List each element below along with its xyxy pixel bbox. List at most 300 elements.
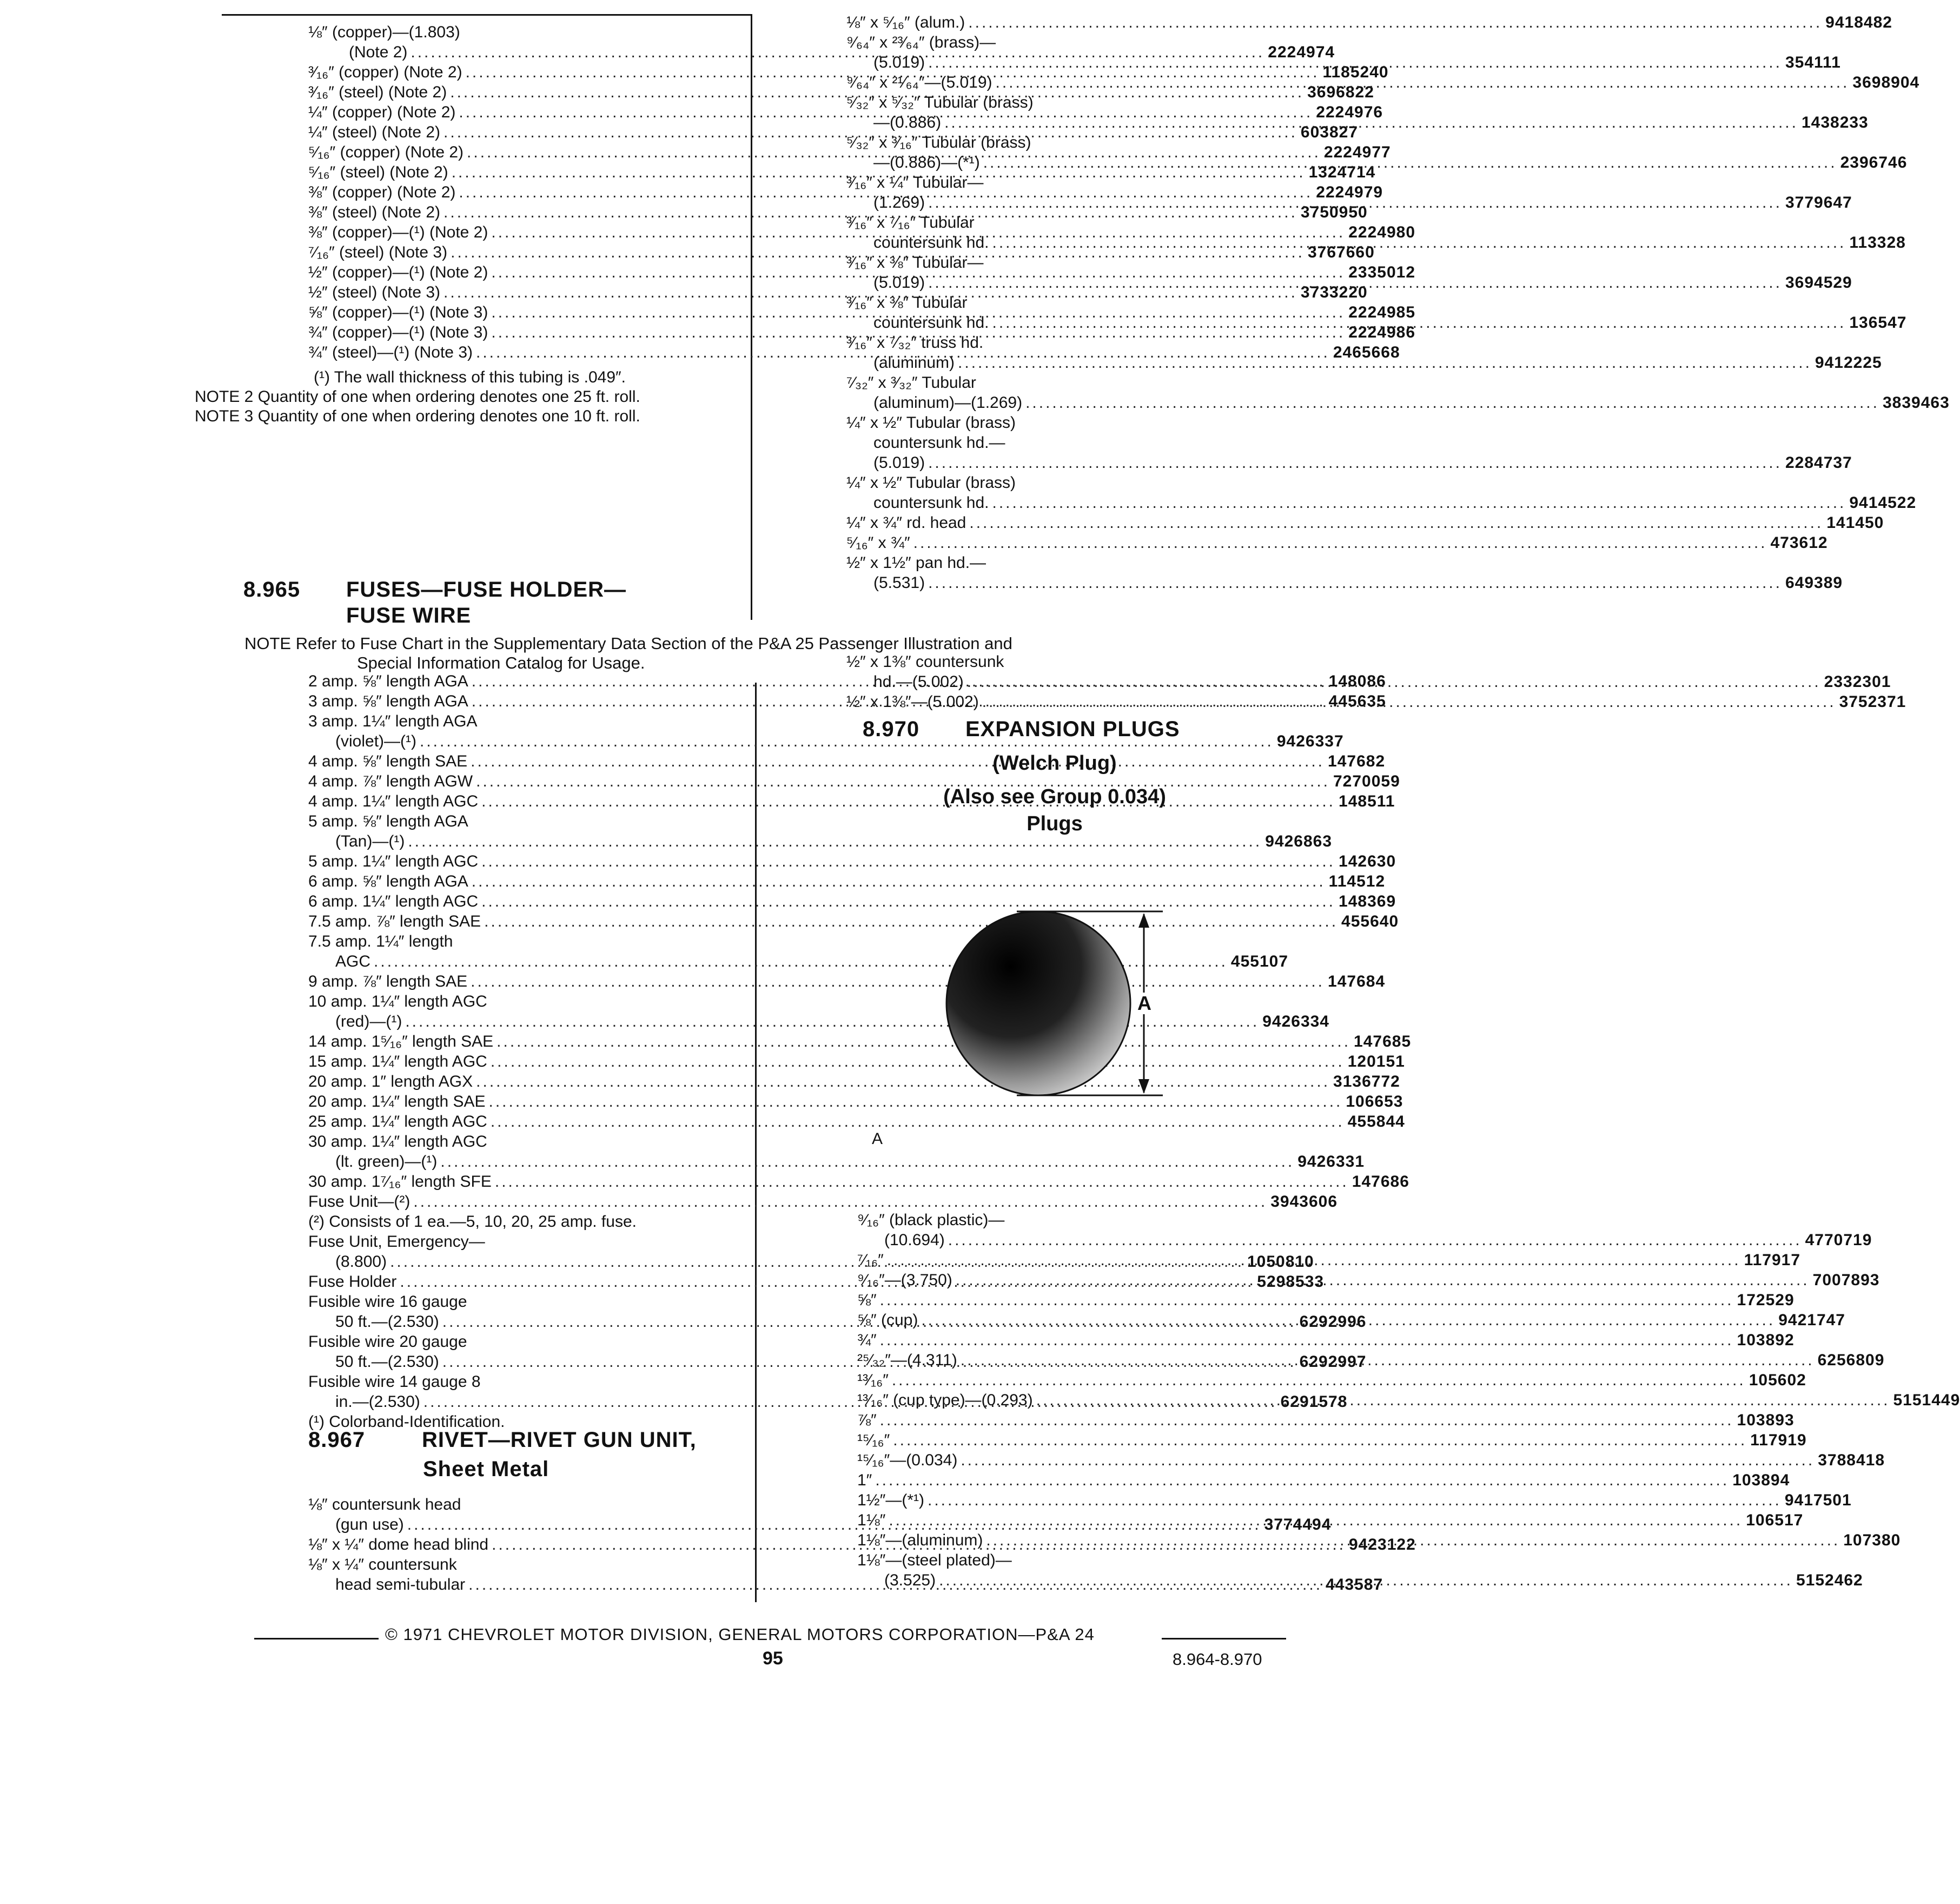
part-number: 2335012 [1348,263,1416,281]
list-item [308,872,1386,891]
item-description: ⅝″ (cup) [857,1311,918,1329]
section-subtitle: Sheet Metal [423,1457,549,1481]
part-number: 9426331 [1297,1153,1365,1171]
item-description: ⅜″ (steel) (Note 2) [308,203,441,221]
part-number: 1185240 [1322,63,1389,81]
item-description: ¹³⁄₁₆″ (cup type)—(0.293) [857,1391,1033,1409]
dot-leader [887,1251,1741,1270]
item-description: (5.019) [846,454,925,472]
list-item [846,333,1225,353]
item-description: 6 amp. 1¼″ length AGC [308,892,479,910]
part-number: 4770719 [1805,1231,1872,1249]
part-number: 105602 [1749,1371,1806,1389]
fuses-section-heading [243,578,626,602]
list-item [846,173,1225,193]
part-number: 3694529 [1785,274,1852,292]
item-description: ⅛″ x ¼″ dome head blind [308,1536,489,1553]
item-description: ⁵⁄₃₂″ x ⁵⁄₃₂″ Tubular (brass) [846,94,1034,111]
item-description: 10 amp. 1¼″ length AGC [308,993,487,1010]
part-number: 3733220 [1300,283,1368,301]
dot-leader [969,513,1823,533]
item-description: ⁵⁄₁₆″ x ¾″ [846,534,910,552]
part-number: 3839463 [1882,394,1950,412]
item-description: 20 amp. 1″ length AGX [308,1073,473,1090]
item-description: 50 ft.—(2.530) [308,1353,439,1371]
dot-leader [471,972,1325,991]
list-item [308,1332,633,1352]
list-item [308,952,1289,971]
list-item [846,473,1225,493]
list-item [308,712,633,731]
dimension-label: A [1137,992,1151,1014]
part-number: 3750950 [1300,203,1368,221]
item-description: ⁹⁄₆₄″ x ²³⁄₆₄″ (brass)— [846,34,996,51]
part-number: 2224986 [1348,323,1416,341]
part-number: 455844 [1347,1113,1405,1130]
item-description: ⅞″ [857,1411,877,1429]
list-item [308,1072,1400,1092]
dot-leader [440,1152,1294,1172]
part-number: 3698904 [1852,74,1920,91]
part-number: 9417501 [1784,1491,1852,1509]
part-number: 2284737 [1785,454,1852,472]
item-description: (²) Consists of 1 ea.—5, 10, 20, 25 amp. fuse. [308,1213,637,1231]
list-item [308,203,1368,222]
part-number: 141450 [1826,514,1884,532]
list-item [846,493,1917,513]
part-number: 114512 [1328,872,1386,890]
list-item [308,63,1389,82]
item-description: ³⁄₁₆″ x ⅜″ Tubular— [846,254,984,272]
item-description: 30 amp. 1¼″ length AGC [308,1133,487,1151]
list-item [308,83,1374,102]
part-number: 106517 [1746,1511,1804,1529]
item-description: ⁹⁄₁₆″ (black plastic)— [857,1211,1005,1229]
item-description: 20 amp. 1¼″ length SAE [308,1093,486,1110]
dot-leader [913,533,1767,553]
item-description: ³⁄₁₆″ x ¼″ Tubular— [846,174,984,191]
part-number: 5152462 [1796,1571,1863,1589]
item-description: ²⁵⁄₃₂″—(4.311) [857,1351,957,1369]
item-description: ³⁄₁₆″ x ⅜″ Tubular [846,294,968,312]
list-item [308,892,1396,911]
dot-leader [889,1511,1743,1530]
section-number: 8.965 [243,578,301,601]
dot-leader [1036,1391,1890,1410]
part-number: 2224977 [1323,143,1391,161]
dot-leader [928,53,1782,72]
list-item [846,253,1225,273]
list-item [308,972,1386,991]
item-description: ½″ (steel) (Note 3) [308,283,441,301]
item-description: (¹) Colorband-Identification. [308,1413,505,1431]
item-description: 30 amp. 1⁷⁄₁₆″ length SFE [308,1173,492,1191]
item-description: 4 amp. 1¼″ length AGC [308,792,479,810]
dot-leader [472,872,1326,891]
dot-leader [948,1231,1802,1250]
item-description: ⁹⁄₁₆″—(3.750) [857,1271,952,1289]
part-number: 9414522 [1849,494,1917,512]
item-description: 7.5 amp. 1¼″ length [308,933,453,950]
part-number: 6291578 [1280,1393,1348,1411]
list-item [846,433,1225,453]
item-description: 5 amp. ⅝″ length AGA [308,812,468,830]
list-item [308,932,633,951]
dot-leader [996,73,1850,92]
item-description: ½″ x 1½″ pan hd.— [846,554,986,572]
plugs-subtitle-plugs: Plugs [1027,812,1083,835]
part-number: 3696822 [1307,83,1374,101]
dot-leader [983,153,1837,173]
list-item [857,1411,1795,1430]
list-item [846,573,1843,593]
part-number: 354111 [1785,54,1841,71]
item-description: (aluminum) [846,354,955,372]
list-item [308,1232,633,1252]
section-title: EXPANSION PLUGS [965,717,1180,741]
item-description: (aluminum)—(1.269) [846,394,1023,412]
part-number: 6292997 [1299,1353,1367,1371]
item-description: 1⅛″ [857,1511,886,1529]
item-description: (lt. green)—(¹) [308,1153,438,1171]
part-number: 473612 [1770,534,1828,552]
part-number: 9412225 [1815,354,1882,372]
dot-leader [992,493,1846,513]
item-description: 5 amp. 1¼″ length AGC [308,852,479,870]
item-description: ³⁄₁₆″ (copper) (Note 2) [308,63,462,81]
dot-leader [471,752,1325,771]
list-item [308,1032,1412,1052]
item-description: 3 amp. ⅝″ length AGA [308,692,468,710]
part-number: 1050810 [1247,1253,1314,1271]
dot-leader [495,1172,1349,1192]
list-item [857,1491,1852,1510]
list-item [308,1012,1329,1032]
item-description: ⅛″ x ⁵⁄₁₆″ (alum.) [846,14,965,31]
part-number: 172529 [1737,1291,1795,1309]
list-item [308,1092,1403,1112]
section-title-cont: FUSE WIRE [346,604,472,627]
list-item [846,293,1225,313]
rivet-section-subheading [423,1457,549,1482]
part-number: 103894 [1732,1471,1790,1489]
item-description: ³⁄₁₆″ x ⁷⁄₃₂″ truss hd. [846,334,984,352]
item-description: ⅛″ (copper)—(1.803) [308,23,460,41]
part-number: 6256809 [1817,1351,1885,1369]
part-number: 5151449 [1893,1391,1960,1409]
list-item [308,772,1400,791]
item-description: in.—(2.530) [308,1393,420,1411]
part-number: 2224976 [1316,103,1383,121]
dot-leader [961,1351,1815,1370]
dot-leader [892,1371,1746,1390]
list-item [308,1172,1409,1192]
list-item [308,1372,633,1392]
part-number: 3752371 [1839,693,1906,711]
part-number: 147682 [1328,752,1386,770]
dot-leader [928,273,1782,293]
list-item [308,1152,1365,1172]
item-description: (red)—(¹) [308,1013,402,1030]
part-number: 117917 [1744,1251,1801,1269]
part-number: 147684 [1328,973,1386,990]
section-title: RIVET—RIVET GUN UNIT, [422,1428,697,1452]
part-number: 443587 [1326,1576,1383,1594]
list-item [857,1331,1795,1350]
dot-leader [476,1072,1330,1092]
item-description: (1.269) [846,194,925,211]
item-description: ⁹⁄₆₄″ x ²¹⁄₆₄″—(5.019) [846,74,992,91]
plugs-subtitle-welch: (Welch Plug) [992,752,1117,775]
list-item [308,183,1383,202]
part-number: 9418482 [1825,14,1892,31]
item-description: 9 amp. ⅞″ length SAE [308,973,468,990]
item-description: ⅜″ (copper) (Note 2) [308,183,456,201]
part-number: 1324714 [1308,163,1376,181]
list-item [846,353,1882,373]
list-item [846,453,1852,473]
list-item [308,732,1344,751]
fuses-section-heading-cont [346,604,471,628]
item-description: —(0.886)—(*¹) [846,154,980,171]
item-description: ³⁄₁₆″ (steel) (Note 2) [308,83,447,101]
list-item [846,213,1225,233]
item-description: 7.5 amp. ⅞″ length SAE [308,913,481,930]
item-description: ¹⁵⁄₁₆″ [857,1431,890,1449]
dot-leader [893,1431,1747,1450]
part-number: 3943606 [1270,1193,1338,1211]
list-item [846,393,1950,413]
list-item [308,812,633,831]
item-description: 14 amp. 1⁵⁄₁₆″ length SAE [308,1033,494,1050]
list-item [308,1132,633,1152]
list-item [308,1555,638,1575]
section-title: FUSES—FUSE HOLDER— [346,578,627,601]
item-description: (10.694) [857,1231,945,1249]
dot-leader [956,1271,1810,1290]
item-description: ⁵⁄₁₆″ (copper) (Note 2) [308,143,464,161]
item-description: ⁷⁄₁₆″ (steel) (Note 3) [308,243,448,261]
dot-leader [484,912,1338,931]
item-description: ⁵⁄₃₂″ x ³⁄₁₆″ Tubular (brass) [846,134,1031,151]
item-description: (8.800) [308,1253,387,1271]
plug-disc [946,911,1130,1095]
footnote: (¹) The wall thickness of this tubing is .049″. [314,368,626,386]
item-description: ¹⁵⁄₁₆″—(0.034) [857,1451,958,1469]
item-description: countersunk hd. [846,234,989,252]
item-description: countersunk hd.— [846,434,1005,452]
list-item [308,1112,1405,1132]
part-number: 5298533 [1257,1273,1325,1291]
list-item [857,1431,1807,1450]
item-description: ⁵⁄₁₆″ (steel) (Note 2) [308,163,448,181]
plugs-section-heading [863,717,1180,742]
list-item [857,1471,1790,1490]
fuse-chart-note: NOTE Refer to Fuse Chart in the Supplementary Data Section of the P&A 25 Passenger Illustration and [244,634,1012,653]
item-description: 4 amp. ⅞″ length AGW [308,772,473,790]
list-item [308,832,1333,851]
list-item [857,1231,1872,1250]
note-line: NOTE 3 Quantity of one when ordering denotes one 10 ft. roll. [195,407,640,425]
item-description: Fuse Unit—(²) [308,1193,410,1211]
group-range: 8.964-8.970 [1173,1650,1262,1669]
item-description: ½″ x 1⅜″—(5.002) [846,693,979,711]
dot-leader [880,1411,1734,1430]
dimension-arrow-bottom [1138,1079,1149,1094]
item-description: ⁷⁄₃₂″ x ³⁄₃₂″ Tubular [846,374,976,392]
item-description: (5.019) [846,274,925,292]
list-item [846,553,1225,573]
part-number: 3767660 [1307,243,1375,261]
dot-leader [928,193,1782,213]
list-item [308,123,1359,142]
part-number: 103893 [1737,1411,1795,1429]
dot-leader [489,1092,1343,1112]
part-number: 3136772 [1333,1073,1400,1090]
dot-leader [928,573,1782,593]
item-description: 3 amp. 1¼″ length AGA [308,712,478,730]
item-description: ⅛″ countersunk head [308,1496,461,1513]
part-number: 136547 [1849,314,1907,332]
dot-leader [481,852,1335,871]
item-description: 1½″—(*¹) [857,1491,924,1509]
item-description: (gun use) [308,1516,404,1533]
dot-leader [928,453,1782,473]
list-item [308,23,752,42]
dot-leader [992,313,1846,333]
item-description: countersunk hd. [846,314,989,332]
list-item [846,652,1225,672]
figure-caption: A [872,1130,883,1148]
part-number: 3774494 [1264,1516,1332,1533]
column-divider-bottom [755,683,757,1602]
item-description: (5.531) [846,574,925,592]
list-item [308,912,1399,931]
footer-copyright: © 1971 CHEVROLET MOTOR DIVISION, GENERAL MOTORS CORPORATION—P&A 24 [385,1625,1095,1644]
item-description: ¼″ (copper) (Note 2) [308,103,456,121]
item-description: ¼″ x ½″ Tubular (brass) [846,474,1016,492]
dot-leader [413,1192,1267,1212]
part-number: 455640 [1341,913,1399,930]
item-description: (3.525) [857,1571,936,1589]
part-number: 2396746 [1840,154,1908,171]
item-description: Fuse Holder [308,1273,397,1291]
item-description: 25 amp. 1¼″ length AGC [308,1113,487,1130]
section-number: 8.970 [863,717,920,741]
footer-rule-left [254,1638,379,1639]
section-number: 8.967 [308,1428,366,1452]
part-number: 603827 [1300,123,1359,141]
item-description: ⁷⁄₁₆″ [857,1251,884,1269]
list-item [846,533,1828,553]
item-description: 2 amp. ⅝″ length AGA [308,672,468,690]
list-item [857,1551,1247,1570]
footer-rule-right [1162,1638,1286,1639]
dot-leader [481,892,1335,911]
part-number: 2224985 [1348,303,1416,321]
item-description: countersunk hd. [846,494,989,512]
part-number: 147686 [1352,1173,1409,1191]
list-item [308,1052,1405,1072]
list-item [308,852,1396,871]
part-number: 120151 [1347,1053,1405,1070]
dot-leader [880,1331,1734,1350]
list-item [857,1451,1885,1470]
list-item [846,33,1225,52]
item-description: 1″ [857,1471,872,1489]
part-number: 1438233 [1801,114,1869,131]
page-number: 95 [763,1648,783,1669]
part-number: 148369 [1339,892,1396,910]
item-description: ³⁄₁₆″ x ⁷⁄₁₆″ Tubular [846,214,975,232]
item-description: ¼″ x ¾″ rd. head [846,514,966,532]
part-number: 2224974 [1268,43,1335,61]
part-number: 445635 [1328,692,1386,710]
item-description: 1⅛″—(steel plated)— [857,1551,1012,1569]
part-number: 103892 [1737,1331,1795,1349]
item-description: Fusible wire 20 gauge [308,1333,467,1351]
item-description: Fusible wire 16 gauge [308,1293,467,1311]
dot-leader [928,1491,1782,1510]
dot-leader [944,113,1798,133]
part-number: 107380 [1843,1531,1901,1549]
part-number: 9426863 [1265,832,1333,850]
list-item [308,1495,638,1515]
part-number: 7007893 [1812,1271,1880,1289]
item-description: 50 ft.—(2.530) [308,1313,439,1331]
item-description: 4 amp. ⅝″ length SAE [308,752,468,770]
part-number: 106653 [1346,1093,1403,1110]
item-description: (Note 2) [308,43,408,61]
part-number: 148086 [1328,672,1386,690]
list-item [846,133,1225,153]
part-number: 9426337 [1276,732,1344,750]
part-number: 142630 [1339,852,1396,870]
list-item [857,1371,1806,1390]
item-description: (Tan)—(¹) [308,832,405,850]
part-number: 113328 [1849,234,1906,252]
list-item [857,1211,1247,1230]
dot-leader [961,1451,1815,1470]
part-number: 2332301 [1824,673,1891,691]
list-item [846,413,1225,433]
dot-leader [880,1291,1734,1310]
item-description: head semi-tubular [308,1576,466,1594]
part-number: 2224979 [1316,183,1383,201]
dot-leader [982,692,1836,712]
dot-leader [491,1052,1345,1072]
note-line: NOTE 2 Quantity of one when ordering denotes one 25 ft. roll. [195,388,640,406]
part-number: 9421747 [1778,1311,1845,1329]
item-description: ½″ (copper)—(¹) (Note 2) [308,263,488,281]
dot-leader [875,1471,1729,1490]
dot-leader [967,672,1821,692]
part-number: 2224980 [1348,223,1416,241]
part-number: 6292996 [1299,1313,1367,1331]
dimension-arrow-top [1138,913,1149,928]
list-item [308,1292,633,1312]
part-number: 3788418 [1818,1451,1885,1469]
list-item [846,93,1225,113]
part-number: 7270059 [1333,772,1400,790]
item-description: 1⅛″—(aluminum) [857,1531,983,1549]
list-item [846,513,1884,533]
plugs-subtitle-see-also: (Also see Group 0.034) [943,785,1166,808]
item-description: Fusible wire 14 gauge 8 [308,1373,481,1391]
item-description: (violet)—(¹) [308,732,416,750]
list-item [308,1192,1338,1212]
part-number: 9423122 [1349,1536,1416,1553]
